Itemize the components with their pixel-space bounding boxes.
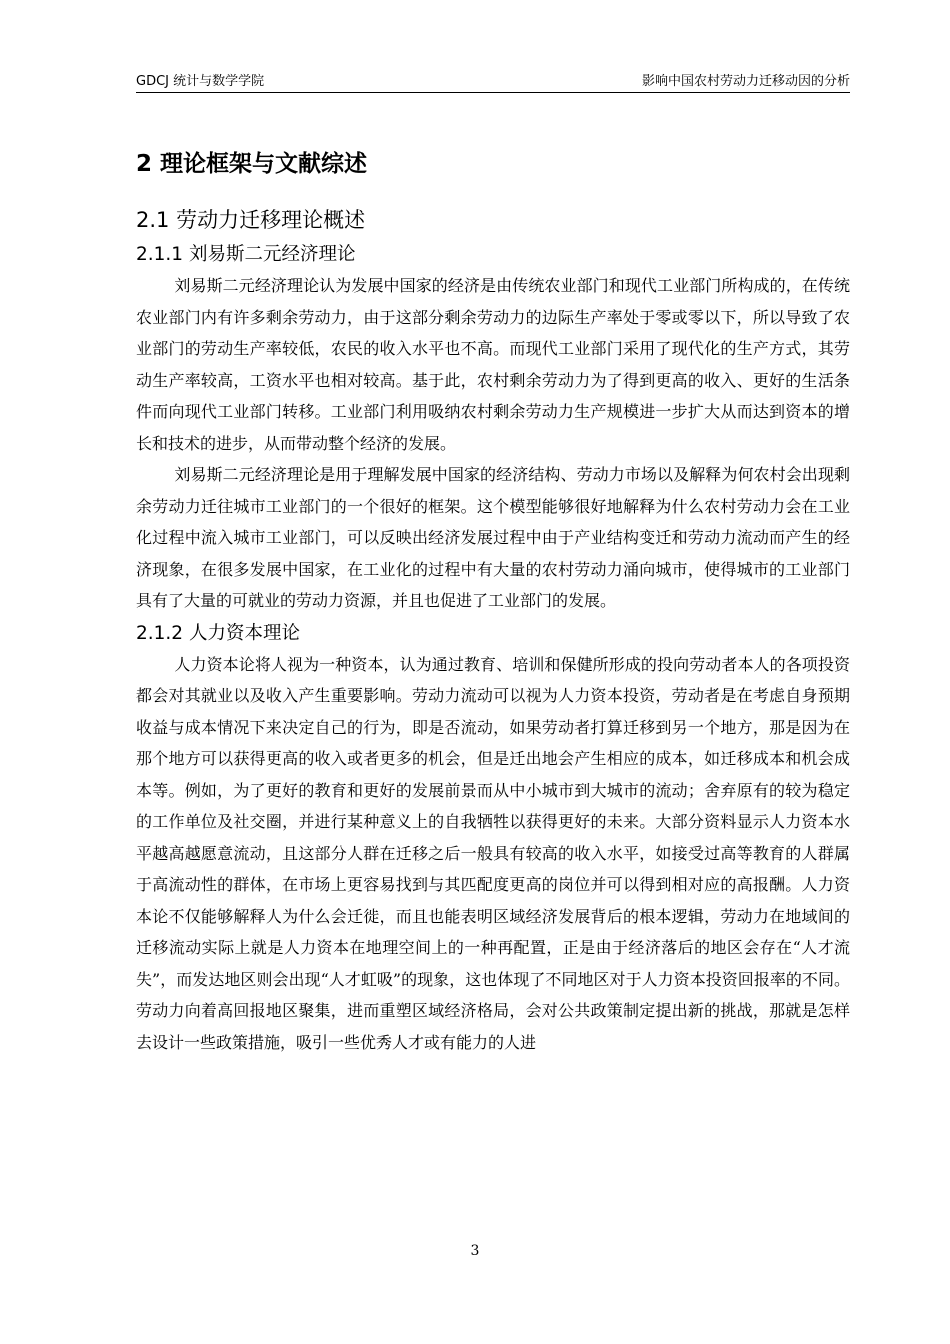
subsection-title-lewis: 2.1.1 刘易斯二元经济理论 [136, 244, 356, 265]
header-right-text: 影响中国农村劳动力迁移动因的分析 [641, 74, 850, 89]
page-number: 3 [470, 1243, 480, 1259]
body-paragraph: 刘易斯二元经济理论是用于理解发展中国家的经济结构、劳动力市场以及解释为何农村会出现剩余劳动力迁往城市工业部门的一个很好的框架。这个模型能够很好地解释为什么农村劳动力会在工业化过程中流入城市工业部门，可以反映出经济发展过程中由于产业结构变迁和劳动力流动而产生的经济现象，在很多发展中国家，在工业化的过程中有大量的农村劳动力涌向城市，使得城市的工业部门具有了大量的可就业的劳动力资源，并且也促进了工业部门的发展。 [136, 465, 850, 610]
body-paragraph: 人力资本论将人视为一种资本，认为通过教育、培训和保健所形成的投向劳动者本人的各项投资都会对其就业以及收入产生重要影响。劳动力流动可以视为人力资本投资，劳动者是在考虑自身预期收益与成本情况下来决定自己的行为，即是否流动，如果劳动者打算迁移到另一个地方，那是因为在那个地方可以获得更高的收入或者更多的机会，但是迁出地会产生相应的成本，如迁移成本和机会成本等。例如，为了更好的教育和更好的发展前景而从中小城市到大城市的流动；舍弃原有的较为稳定的工作单位及社交圈，并进行某种意义上的自我牺牲以获得更好的未来。大部分资料显示人力资本水平越高越愿意流动，且这部分人群在迁移之后一般具有较高的收入水平，如接受过高等教育的人群属于高流动性的群体，在市场上更容易找到与其匹配度更高的岗位并可以得到相对应的高报酬。人力资本论不仅能够解释人为什么会迁徙，而且也能表明区域经济发展背后的根本逻辑，劳动力在地域间的迁移流动实际上就是人力资本在地理空间上的一种再配置，正是由于经济落后的地区会存在“人才流失”，而发达地区则会出现“人才虹吸”的现象，这也体现了不同地区对于人力资本投资回报率的不同。劳动力向着高回报地区聚集，进而重塑区域经济格局，会对公共政策制定提出新的挑战，那就是怎样去设计一些政策措施，吸引一些优秀人才或有能力的人进 [136, 654, 850, 1052]
page-header [136, 70, 850, 90]
subsection-title-human-capital: 2.1.2 人力资本理论 [136, 622, 300, 644]
header-left-text: GDCJ 统计与数学学院 [136, 74, 265, 89]
chapter-title: 2 理论框架与文献综述 [136, 151, 368, 177]
page-body [136, 140, 850, 1058]
header-divider [136, 92, 850, 93]
body-paragraph: 刘易斯二元经济理论认为发展中国家的经济是由传统农业部门和现代工业部门所构成的，在传统农业部门内有许多剩余劳动力，由于这部分剩余劳动力的边际生产率处于零或零以下，所以导致了农业部门的劳动生产率较低，农民的收入水平也不高。而现代工业部门采用了现代化的生产方式，其劳动生产率较高，工资水平也相对较高。基于此，农村剩余劳动力为了得到更高的收入、更好的生活条件而向现代工业部门转移。工业部门利用吸纳农村剩余劳动力生产规模进一步扩大从而达到资本的增长和技术的进步，从而带动整个经济的发展。 [136, 276, 850, 453]
section-title: 2.1 劳动力迁移理论概述 [136, 208, 366, 232]
